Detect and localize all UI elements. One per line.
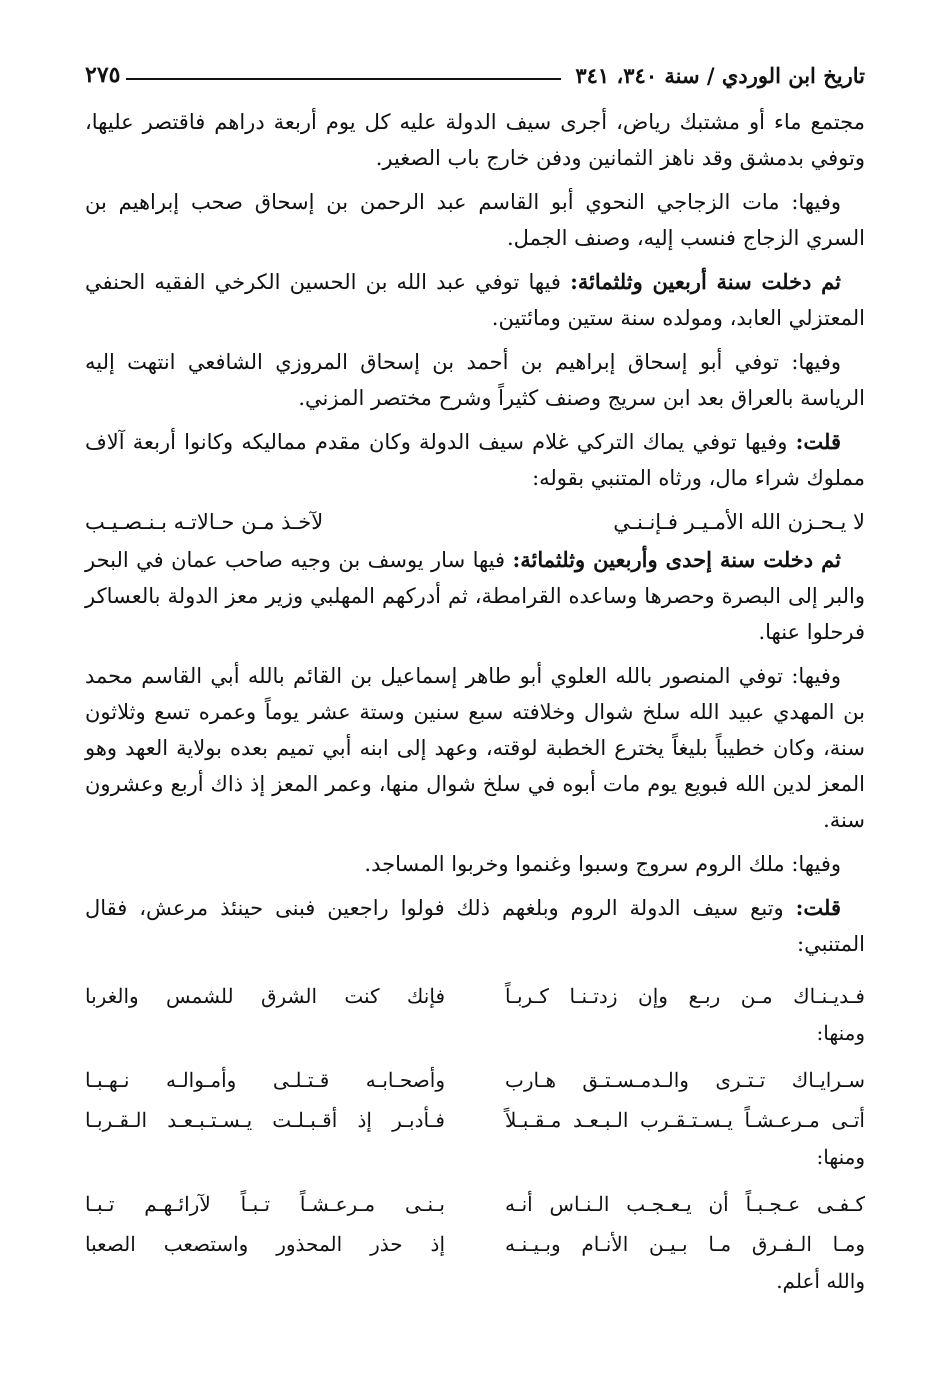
qultu-label: قلت:: [795, 895, 841, 920]
paragraph-1: مجتمع ماء أو مشتبك رياض، أجرى سيف الدولة عليه كل يوم أربعة دراهم فاقتصر عليها، وتوفي بدمشق وقد ناهز الثمانين ودفن خارج باب الصغير.: [85, 110, 865, 170]
poem-verse: [85, 976, 865, 1016]
first-hemistich: ومـا الـفـرق مـا بـيـن الأنـام وبـيـنـه: [505, 1232, 865, 1256]
paragraph-6-text: فيها سار يوسف بن وجيه صاحب عمان في البحر والبر إلى البصرة وحصرها وساعده القرامطة، ثم أدركهم المهلبي وزير معز الدولة بالعساكر فرحلوا عنها.: [85, 548, 865, 644]
first-hemistich: كـفـى عـجـبـاً أن يـعـجـب الـنـاس أنـه: [505, 1192, 865, 1216]
second-hemistich: بـنـى مـرعـشـاً تـبـاً لآرائـهـم تـبـا: [85, 1192, 445, 1216]
page-body: [85, 104, 865, 1298]
poem-verse: [85, 1060, 865, 1100]
paragraph-5: [85, 424, 865, 496]
paragraph-5-text: وفيها توفي يماك التركي غلام سيف الدولة وكان مقدم مماليكه وكانوا أربعة آلاف مملوك شراء مال، ورثاه المتنبي بقوله:: [85, 430, 865, 490]
poem-verse: [85, 1184, 865, 1224]
first-hemistich: سـرايـاك تـتـرى والـدمـسـتـق هـارب: [505, 1068, 865, 1092]
book-page: [85, 48, 865, 1358]
first-hemistich: أتـى مـرعـشـاً يـسـتـقـرب الـبـعـد مـقـبـلاً: [505, 1108, 865, 1132]
poem: [85, 976, 865, 1298]
paragraph-3-text: فيها توفي عبد الله بن الحسين الكرخي الفقيه الحنفي المعتزلي العابد، ومولده سنة ستين ومائتين.: [85, 270, 865, 330]
paragraph-7: وفيها: توفي المنصور بالله العلوي أبو طاهر إسماعيل بن القائم بالله أبي القاسم محمد بن المهدي عبيد الله سلخ شوال وخلافته سبع سنين وستة عشر يوماً وعمره تسع وثلاثون سنة، وكان خطيباً بليغاً يخترع الخطبة لوقته، وعهد إلى ابنه أبي تميم بعده بولاية العهد وهو المعز لدين الله فبويع يوم مات أبوه في سلخ شوال منها، وعمر المعز إذ ذاك أربع وعشرون سنة.: [85, 664, 865, 832]
second-hemistich: فإنك كنت الشرق للشمس والغربا: [85, 984, 445, 1008]
paragraph-3: [85, 264, 865, 336]
first-hemistich: فـديـنـاك مـن ربـع وإن زدتـنـا كـربـاً: [505, 984, 865, 1008]
page-number: ٢٧٥: [85, 62, 121, 88]
poem-verse: [85, 1224, 865, 1264]
second-hemistich: إذ حذر المحذور واستصعب الصعبا: [85, 1232, 445, 1256]
poem-verse: [85, 1100, 865, 1140]
paragraph-8: وفيها: ملك الروم سروج وسبوا وغنموا وخربوا المساجد.: [364, 852, 841, 876]
second-hemistich: وأصحـابـه قـتـلـى وأمـوالـه نـهـبـا: [85, 1068, 445, 1092]
elegy-verse: [85, 504, 865, 540]
poem-note: ومنها:: [816, 1021, 865, 1045]
closing-phrase: والله أعلم.: [776, 1269, 865, 1293]
elegy-verse-second-hemistich: لآخـذ مـن حـالاتـه بـنـصـيـب: [85, 510, 324, 534]
running-title: تاريخ ابن الوردي / سنة ٣٤٠، ٣٤١: [575, 63, 865, 88]
qultu-label: قلت:: [795, 429, 841, 454]
page-header: [85, 48, 865, 88]
paragraph-9-text: وتبع سيف الدولة الروم وبلغهم ذلك فولوا راجعين فبنى حينئذ مرعش، فقال المتنبي:: [85, 896, 865, 956]
paragraph-2: وفيها: مات الزجاجي النحوي أبو القاسم عبد الرحمن بن إسحاق صحب إبراهيم بن السري الزجاج فنسب إليه، وصنف الجمل.: [85, 190, 865, 250]
paragraph-6: [85, 542, 865, 650]
elegy-verse-first-hemistich: لا يـحـزن الله الأمـيـر فـإنـنـي: [613, 510, 865, 534]
paragraph-4: وفيها: توفي أبو إسحاق إبراهيم بن أحمد بن إسحاق المروزي الشافعي انتهت إليه الرياسة بالعراق بعد ابن سريج وصنف كثيراً وشرح مختصر المزني.: [85, 350, 865, 410]
poem-note: ومنها:: [816, 1145, 865, 1169]
second-hemistich: فـأدبـر إذ أقـبـلـت يـسـتـبـعـد الـقـربـا: [85, 1108, 445, 1132]
paragraph-9: [85, 890, 865, 962]
year-heading-340: ثم دخلت سنة أربعين وثلثمائة:: [570, 269, 841, 294]
year-heading-341: ثم دخلت سنة إحدى وأربعين وثلثمائة:: [512, 547, 841, 572]
header-rule: [126, 78, 561, 80]
